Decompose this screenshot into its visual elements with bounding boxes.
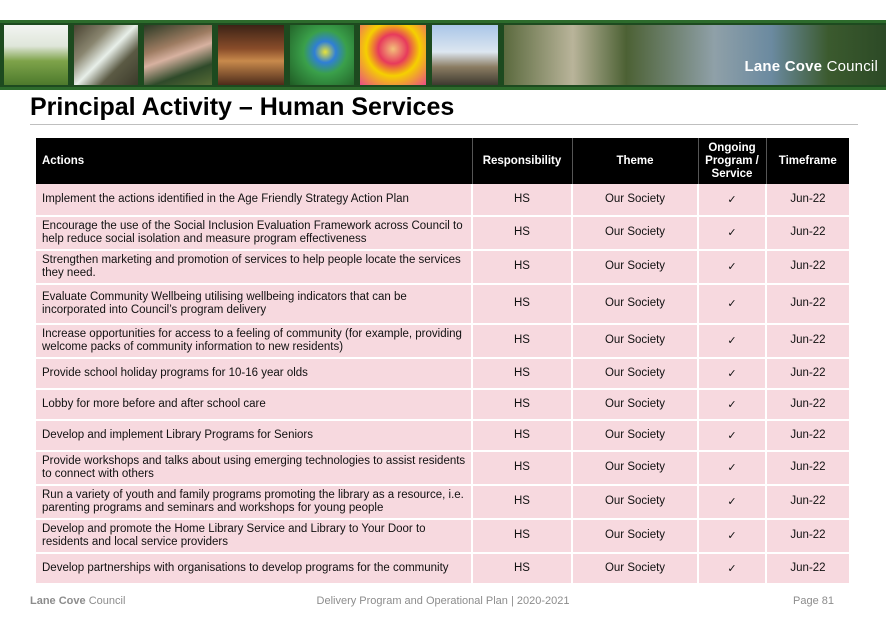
cell-timeframe: Jun-22 [766,250,849,284]
cell-timeframe: Jun-22 [766,324,849,358]
banner-photo-lorikeet [290,25,354,85]
checkmark-icon: ✓ [698,553,766,584]
cell-action: Strengthen marketing and promotion of services to help people locate the services they need. [36,250,472,284]
checkmark-icon: ✓ [698,485,766,519]
cell-timeframe: Jun-22 [766,284,849,324]
table-row [36,485,849,519]
cell-theme: Our Society [572,284,698,324]
cell-responsibility: HS [472,184,572,216]
cell-action: Implement the actions identified in the Age Friendly Strategy Action Plan [36,184,472,216]
header-timeframe: Timeframe [766,138,849,184]
cell-theme: Our Society [572,358,698,389]
brand-bold: Lane Cove [744,58,823,75]
checkmark-icon: ✓ [698,324,766,358]
cell-responsibility: HS [472,250,572,284]
cell-action: Develop partnerships with organisations to develop programs for the community [36,553,472,584]
checkmark-icon: ✓ [698,250,766,284]
cell-timeframe: Jun-22 [766,358,849,389]
cell-responsibility: HS [472,324,572,358]
table-row [36,324,849,358]
cell-responsibility: HS [472,284,572,324]
cell-action: Provide workshops and talks about using emerging technologies to assist residents to connect with others [36,451,472,485]
header-theme: Theme [572,138,698,184]
cell-theme: Our Society [572,485,698,519]
checkmark-icon: ✓ [698,184,766,216]
banner-photo-dancer [360,25,426,85]
cell-timeframe: Jun-22 [766,216,849,250]
table-row [36,451,849,485]
table-row [36,284,849,324]
footer-org-light: Council [88,595,126,607]
banner-photo-building [432,25,498,85]
banner-photo-plaza-harbour [504,25,886,85]
table-row [36,250,849,284]
cell-responsibility: HS [472,553,572,584]
checkmark-icon: ✓ [698,358,766,389]
table-row [36,216,849,250]
cell-theme: Our Society [572,216,698,250]
cell-responsibility: HS [472,519,572,553]
banner-photo-waterfall [74,25,138,85]
cell-timeframe: Jun-22 [766,389,849,420]
banner-photo-park [4,25,68,85]
brand-light: Council [826,58,878,75]
cell-theme: Our Society [572,553,698,584]
cell-theme: Our Society [572,519,698,553]
cell-timeframe: Jun-22 [766,451,849,485]
checkmark-icon: ✓ [698,420,766,451]
cell-responsibility: HS [472,451,572,485]
footer-document-title: Delivery Program and Operational Plan | 2020-2021 [316,595,570,607]
cell-theme: Our Society [572,389,698,420]
header-actions: Actions [36,138,472,184]
cell-action: Develop and promote the Home Library Service and Library to Your Door to residents and local service providers [36,519,472,553]
table-row [36,553,849,584]
cell-responsibility: HS [472,389,572,420]
checkmark-icon: ✓ [698,284,766,324]
table-row [36,519,849,553]
cell-action: Evaluate Community Wellbeing utilising wellbeing indicators that can be incorporated into Council’s program delivery [36,284,472,324]
cell-responsibility: HS [472,420,572,451]
checkmark-icon: ✓ [698,451,766,485]
cell-timeframe: Jun-22 [766,553,849,584]
banner-bottom-stripe [0,87,886,90]
brand-logo-text [745,58,878,75]
page-title: Principal Activity – Human Services [30,93,455,121]
cell-responsibility: HS [472,216,572,250]
cell-action: Provide school holiday programs for 10-16 year olds [36,358,472,389]
footer-org-bold: Lane Cove [30,595,86,607]
header-responsibility: Responsibility [472,138,572,184]
cell-action: Develop and implement Library Programs for Seniors [36,420,472,451]
cell-theme: Our Society [572,420,698,451]
table-row [36,184,849,216]
cell-theme: Our Society [572,184,698,216]
footer-page-number: Page 81 [793,595,834,607]
table-row [36,420,849,451]
cell-responsibility: HS [472,358,572,389]
table-row [36,358,849,389]
checkmark-icon: ✓ [698,519,766,553]
table-row [36,389,849,420]
cell-timeframe: Jun-22 [766,519,849,553]
table-header-row [36,138,849,184]
banner-photo-festival [144,25,212,85]
cell-theme: Our Society [572,324,698,358]
checkmark-icon: ✓ [698,216,766,250]
cell-action: Run a variety of youth and family programs promoting the library as a resource, i.e. parenting programs and seminars and workshops for young people [36,485,472,519]
header-banner [0,20,886,90]
cell-action: Increase opportunities for access to a feeling of community (for example, providing welcome packs of community information to new residents) [36,324,472,358]
cell-timeframe: Jun-22 [766,485,849,519]
cell-timeframe: Jun-22 [766,420,849,451]
cell-timeframe: Jun-22 [766,184,849,216]
title-divider [30,124,858,125]
cell-theme: Our Society [572,451,698,485]
banner-photo-street-night [218,25,284,85]
header-ongoing: Ongoing Program / Service [698,138,766,184]
cell-responsibility: HS [472,485,572,519]
checkmark-icon: ✓ [698,389,766,420]
banner-top-stripe [0,20,886,23]
cell-action: Encourage the use of the Social Inclusion Evaluation Framework across Council to help reduce social isolation and measure program effectiveness [36,216,472,250]
cell-theme: Our Society [572,250,698,284]
activity-table [36,138,849,585]
cell-action: Lobby for more before and after school care [36,389,472,420]
